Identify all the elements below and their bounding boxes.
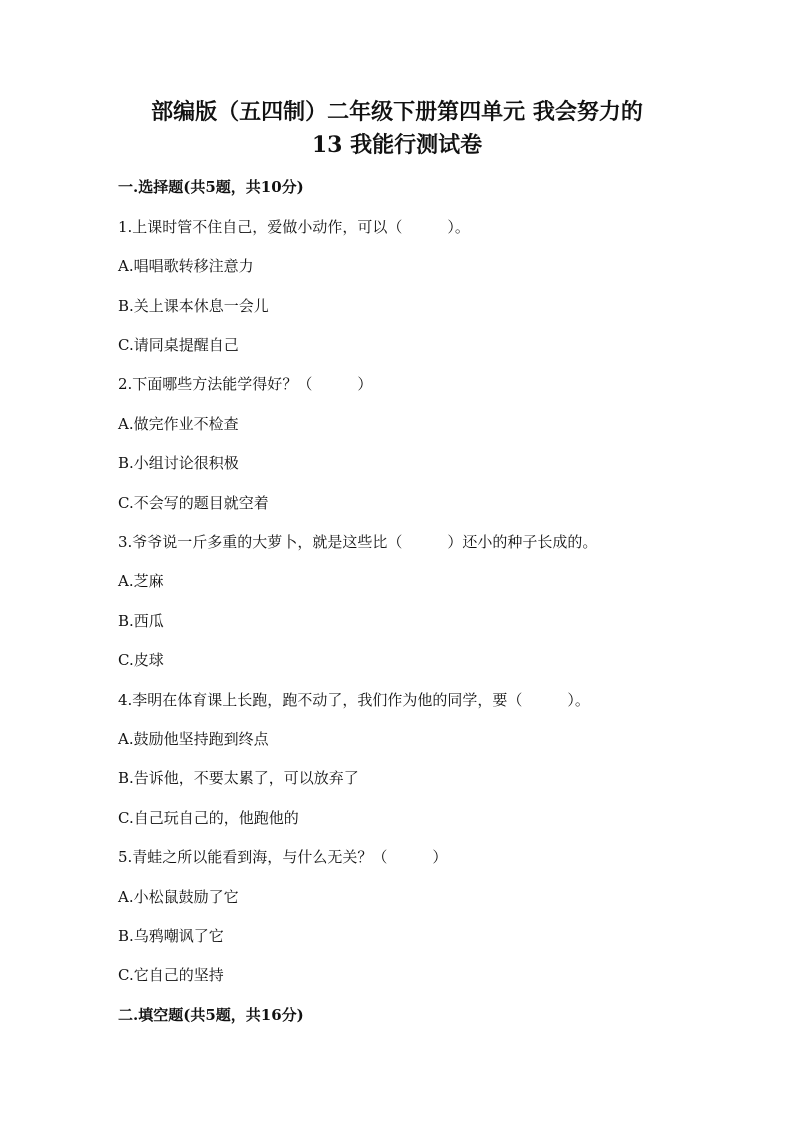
question-text: 1.上课时管不住自己，爱做小动作，可以（ ）。 xyxy=(118,218,470,236)
option-a: A.小松鼠鼓励了它 xyxy=(118,888,239,906)
option-b: B.西瓜 xyxy=(118,612,164,630)
option-c: C.不会写的题目就空着 xyxy=(118,494,269,512)
question-text: 2.下面哪些方法能学得好？（ ） xyxy=(118,375,373,393)
title-line-2: 13 我能行测试卷 xyxy=(311,132,483,158)
option-c: C.请同桌提醒自己 xyxy=(118,336,239,354)
question-text: 3.爷爷说一斤多重的大萝卜，就是这些比（ ）还小的种子长成的。 xyxy=(118,533,598,551)
option-b: B.告诉他，不要太累了，可以放弃了 xyxy=(118,769,359,787)
option-a: A.做完作业不检查 xyxy=(118,415,239,433)
option-b: B.关上课本休息一会儿 xyxy=(118,297,269,315)
option-c: C.自己玩自己的，他跑他的 xyxy=(118,809,299,827)
section-heading-choice: 一.选择题(共5题，共10分) xyxy=(118,178,304,196)
option-c: C.它自己的坚持 xyxy=(118,966,224,984)
section-heading-fill: 二.填空题(共5题，共16分) xyxy=(118,1006,304,1024)
option-a: A.唱唱歌转移注意力 xyxy=(118,257,254,275)
title-line-1: 部编版（五四制）二年级下册第四单元 我会努力的 xyxy=(151,99,643,125)
option-c: C.皮球 xyxy=(118,651,164,669)
option-b: B.乌鸦嘲讽了它 xyxy=(118,927,224,945)
question-text: 4.李明在体育课上长跑，跑不动了，我们作为他的同学，要（ ）。 xyxy=(118,691,590,709)
option-a: A.鼓励他坚持跑到终点 xyxy=(118,730,269,748)
question-text: 5.青蛙之所以能看到海，与什么无关？（ ） xyxy=(118,848,448,866)
option-b: B.小组讨论很积极 xyxy=(118,454,239,472)
option-a: A.芝麻 xyxy=(118,572,164,590)
